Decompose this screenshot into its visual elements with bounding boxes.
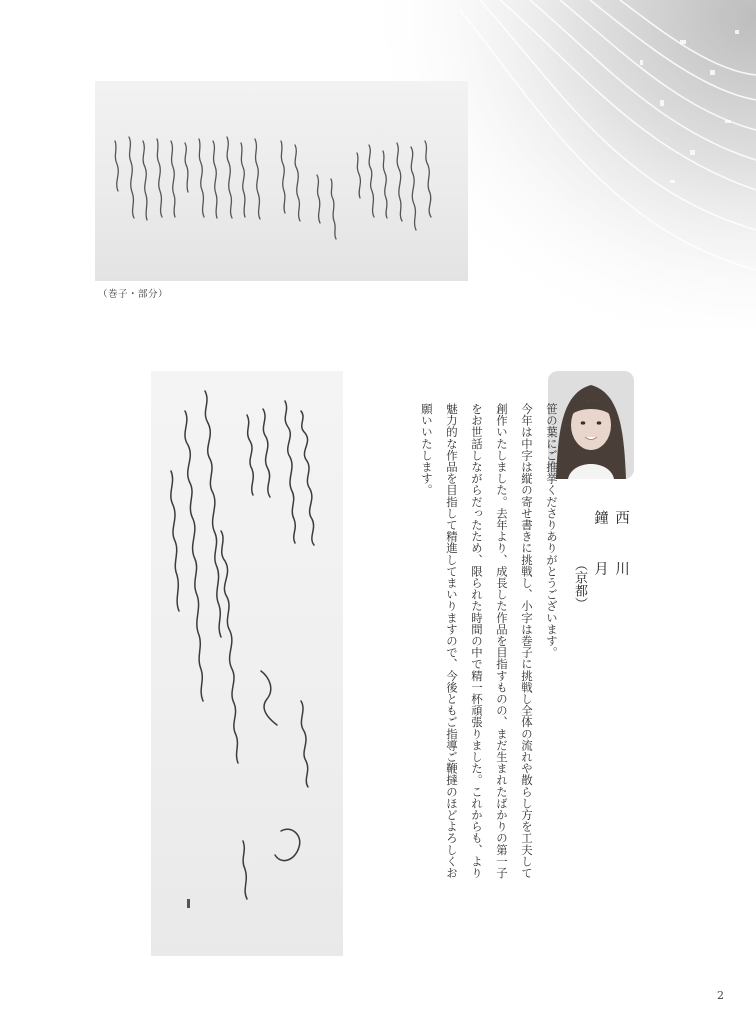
hanging-scroll-calligraphy-photo	[151, 371, 343, 956]
handscroll-calligraphy-photo	[95, 81, 468, 281]
author-origin: （京都）	[572, 558, 587, 610]
scroll-caption: （巻子・部分）	[98, 289, 169, 300]
message-paragraph: 笹の葉にご推挙くださりありがとうございます。	[545, 403, 559, 659]
message-paragraph: 今年は中字は縦の寄せ書きに挑戦し、小字は巻子に挑戦し全体の流れや散らし方を工夫して創作いたしました。去年より、成長した作品を目指すものの、まだ生まれたばかりの第一子をお世話しながらだったため、限られた時間の中で精一杯頑張りました。これからも、より魅力的な作品を目指して精進してまいりますので、今後ともご指導ご鞭撻のほどよろしくお願いいたします。	[420, 403, 534, 879]
author-message	[414, 403, 564, 883]
author-name: 西 川 鐘 月	[592, 510, 629, 612]
page-number: 2	[717, 989, 724, 1002]
